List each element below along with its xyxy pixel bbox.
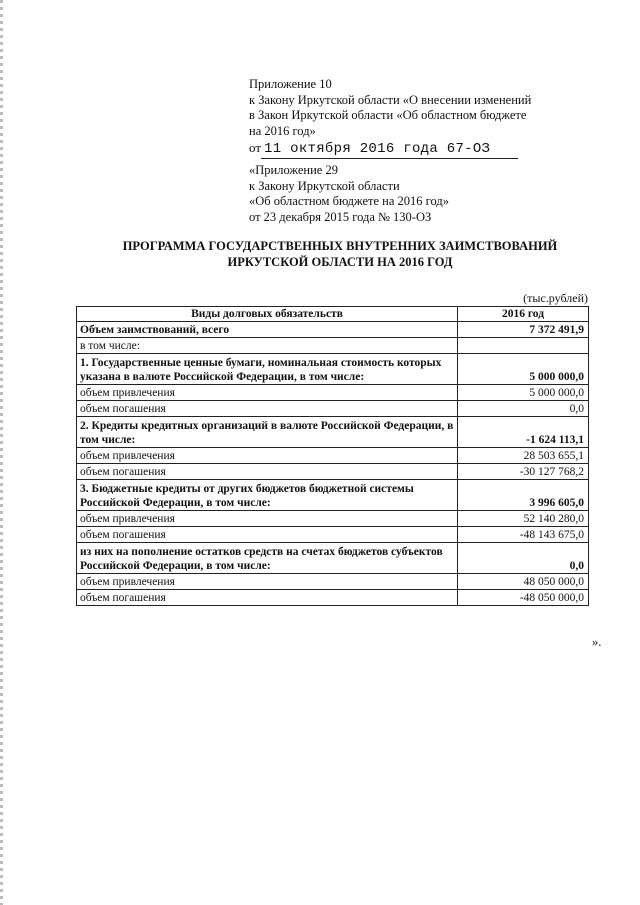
row-label: из них на пополнение остатков средств на счетах бюджетов субъектов Российской Федерации, в том числе: bbox=[77, 543, 458, 574]
previous-annex-header bbox=[249, 163, 579, 225]
table-header-row bbox=[77, 307, 589, 322]
row-label: 1. Государственные ценные бумаги, номинальная стоимость которых указана в валюте Российской Федерации, в том числе: bbox=[77, 354, 458, 385]
annex-date-prefix: от bbox=[249, 140, 262, 155]
row-value: 3 996 605,0 bbox=[458, 480, 589, 511]
row-label: объем погашения bbox=[77, 464, 458, 480]
table-row bbox=[77, 527, 589, 543]
previous-annex-line: к Закону Иркутской области bbox=[249, 178, 400, 193]
title-line-1: ПРОГРАММА ГОСУДАРСТВЕННЫХ ВНУТРЕННИХ ЗАИМСТВОВАНИЙ bbox=[122, 239, 558, 253]
table-row bbox=[77, 480, 589, 511]
table-row bbox=[77, 385, 589, 401]
annex-line: Приложение 10 bbox=[249, 77, 332, 91]
annex-date-stamp: 11 октября 2016 года 67-ОЗ bbox=[261, 142, 518, 159]
row-label: объем привлечения bbox=[77, 385, 458, 401]
row-label: объем погашения bbox=[77, 590, 458, 606]
annex-line: к Закону Иркутской области «О внесении изменений bbox=[249, 92, 532, 107]
row-label: объем привлечения bbox=[77, 448, 458, 464]
scan-edge bbox=[0, 0, 3, 905]
row-label: объем погашения bbox=[77, 527, 458, 543]
row-value: -48 050 000,0 bbox=[458, 590, 589, 606]
table-row bbox=[77, 590, 589, 606]
table-row bbox=[77, 464, 589, 480]
row-value: 0,0 bbox=[458, 543, 589, 574]
row-label: Объем заимствований, всего bbox=[77, 322, 458, 338]
row-label: в том числе: bbox=[77, 338, 458, 354]
table-row bbox=[77, 511, 589, 527]
row-value: -30 127 768,2 bbox=[458, 464, 589, 480]
previous-annex-line: «Приложение 29 bbox=[249, 163, 338, 177]
header-obligation-type: Виды долговых обязательств bbox=[77, 307, 458, 322]
row-value: 28 503 655,1 bbox=[458, 448, 589, 464]
closing-quote: ». bbox=[592, 635, 602, 649]
annex-line: в Закон Иркутской области «Об областном бюджете bbox=[249, 108, 527, 122]
document-title bbox=[90, 238, 590, 270]
title-line-2: ИРКУТСКОЙ ОБЛАСТИ НА 2016 ГОД bbox=[227, 255, 453, 269]
row-value: 5 000 000,0 bbox=[458, 354, 589, 385]
header-year: 2016 год bbox=[458, 307, 589, 322]
borrowing-table bbox=[76, 306, 589, 606]
table-row bbox=[77, 574, 589, 590]
row-value bbox=[458, 338, 589, 354]
row-label: 3. Бюджетные кредиты от других бюджетов бюджетной системы Российской Федерации, в том числе: bbox=[77, 480, 458, 511]
table-row bbox=[77, 401, 589, 417]
table-row bbox=[77, 448, 589, 464]
row-value: -48 143 675,0 bbox=[458, 527, 589, 543]
row-label: объем привлечения bbox=[77, 511, 458, 527]
units-note: (тыс.рублей) bbox=[523, 291, 588, 305]
row-value: 0,0 bbox=[458, 401, 589, 417]
table-row bbox=[77, 322, 589, 338]
row-value: 5 000 000,0 bbox=[458, 385, 589, 401]
annex-date-row bbox=[249, 140, 579, 159]
previous-annex-line: «Об областном бюджете на 2016 год» bbox=[249, 194, 449, 208]
annex-line: на 2016 год» bbox=[249, 123, 316, 138]
row-value: 52 140 280,0 bbox=[458, 511, 589, 527]
row-label: объем привлечения bbox=[77, 574, 458, 590]
row-value: 7 372 491,9 bbox=[458, 322, 589, 338]
row-value: -1 624 113,1 bbox=[458, 417, 589, 448]
annex-header bbox=[249, 77, 579, 159]
row-label: 2. Кредиты кредитных организаций в валюте Российской Федерации, в том числе: bbox=[77, 417, 458, 448]
table-row bbox=[77, 338, 589, 354]
table-row bbox=[77, 543, 589, 574]
previous-annex-line: от 23 декабря 2015 года № 130-ОЗ bbox=[249, 209, 432, 224]
table-row bbox=[77, 354, 589, 385]
row-label: объем погашения bbox=[77, 401, 458, 417]
row-value: 48 050 000,0 bbox=[458, 574, 589, 590]
table-row bbox=[77, 417, 589, 448]
